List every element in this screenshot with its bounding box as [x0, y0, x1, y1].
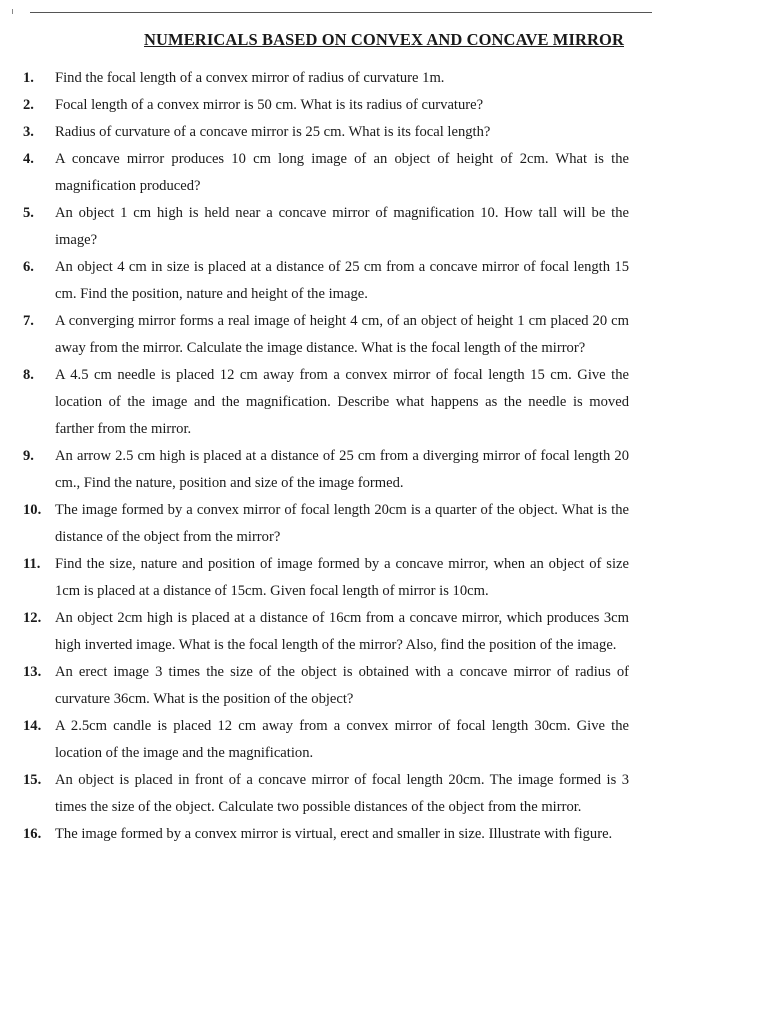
question-item	[0, 713, 629, 767]
question-item	[0, 146, 629, 200]
question-number: 3.	[23, 124, 34, 140]
question-number: 12.	[23, 610, 42, 626]
question-item	[0, 767, 629, 821]
question-item	[0, 119, 629, 146]
question-text: A 4.5 cm needle is placed 12 cm away from a convex mirror of focal length 15 cm. Give the location of the image and the magnification. Describe what happens as the needle is moved farther from the mirror.	[55, 367, 629, 437]
question-text: The image formed by a convex mirror is virtual, erect and smaller in size. Illustrate with figure.	[55, 826, 613, 842]
top-rule	[30, 12, 652, 13]
question-number: 13.	[23, 664, 42, 680]
question-text: An object 4 cm in size is placed at a distance of 25 cm from a concave mirror of focal length 15 cm. Find the position, nature and height of the image.	[55, 259, 629, 302]
question-item	[0, 362, 629, 443]
question-number: 10.	[23, 502, 42, 518]
question-number: 15.	[23, 772, 42, 788]
question-item	[0, 659, 629, 713]
question-list	[0, 65, 768, 848]
question-item	[0, 551, 629, 605]
question-text: The image formed by a convex mirror of focal length 20cm is a quarter of the object. What is the distance of the object from the mirror?	[55, 502, 629, 545]
question-text: An object 2cm high is placed at a distance of 16cm from a concave mirror, which produces 3cm high inverted image. What is the focal length of the mirror? Also, find the position of the image.	[55, 610, 629, 653]
question-number: 1.	[23, 70, 34, 86]
question-item	[0, 821, 629, 848]
question-text: An arrow 2.5 cm high is placed at a distance of 25 cm from a diverging mirror of focal length 20 cm., Find the nature, position and size of the image formed.	[55, 448, 629, 491]
question-text: Find the size, nature and position of image formed by a concave mirror, when an object of size 1cm is placed at a distance of 15cm. Given focal length of mirror is 10cm.	[55, 556, 629, 599]
question-text: Find the focal length of a convex mirror of radius of curvature 1m.	[55, 70, 445, 86]
question-number: 4.	[23, 151, 34, 167]
question-text: An erect image 3 times the size of the object is obtained with a concave mirror of radius of curvature 36cm. What is the position of the object?	[55, 664, 629, 707]
question-number: 11.	[23, 556, 41, 572]
question-number: 7.	[23, 313, 34, 329]
question-text: Radius of curvature of a concave mirror is 25 cm. What is its focal length?	[55, 124, 491, 140]
page-edge-mark	[12, 9, 13, 14]
page-title: NUMERICALS BASED ON CONVEX AND CONCAVE MIRROR	[144, 30, 624, 49]
question-item	[0, 605, 629, 659]
question-number: 5.	[23, 205, 34, 221]
question-text: A 2.5cm candle is placed 12 cm away from a convex mirror of focal length 30cm. Give the location of the image and the magnification.	[55, 718, 629, 761]
question-item	[0, 497, 629, 551]
question-number: 16.	[23, 826, 42, 842]
question-text: A concave mirror produces 10 cm long image of an object of height of 2cm. What is the magnification produced?	[55, 151, 629, 194]
question-number: 14.	[23, 718, 42, 734]
question-item	[0, 254, 629, 308]
question-text: An object is placed in front of a concave mirror of focal length 20cm. The image formed is 3 times the size of the object. Calculate two possible distances of the object from the mirror.	[55, 772, 629, 815]
question-item	[0, 65, 629, 92]
question-number: 6.	[23, 259, 34, 275]
question-item	[0, 92, 629, 119]
question-number: 9.	[23, 448, 34, 464]
question-number: 2.	[23, 97, 34, 113]
question-text: A converging mirror forms a real image of height 4 cm, of an object of height 1 cm placed 20 cm away from the mirror. Calculate the image distance. What is the focal length of the mirror?	[55, 313, 629, 356]
question-item	[0, 200, 629, 254]
question-text: An object 1 cm high is held near a concave mirror of magnification 10. How tall will be the image?	[55, 205, 629, 248]
question-item	[0, 308, 629, 362]
question-text: Focal length of a convex mirror is 50 cm. What is its radius of curvature?	[55, 97, 484, 113]
question-number: 8.	[23, 367, 34, 383]
question-item	[0, 443, 629, 497]
